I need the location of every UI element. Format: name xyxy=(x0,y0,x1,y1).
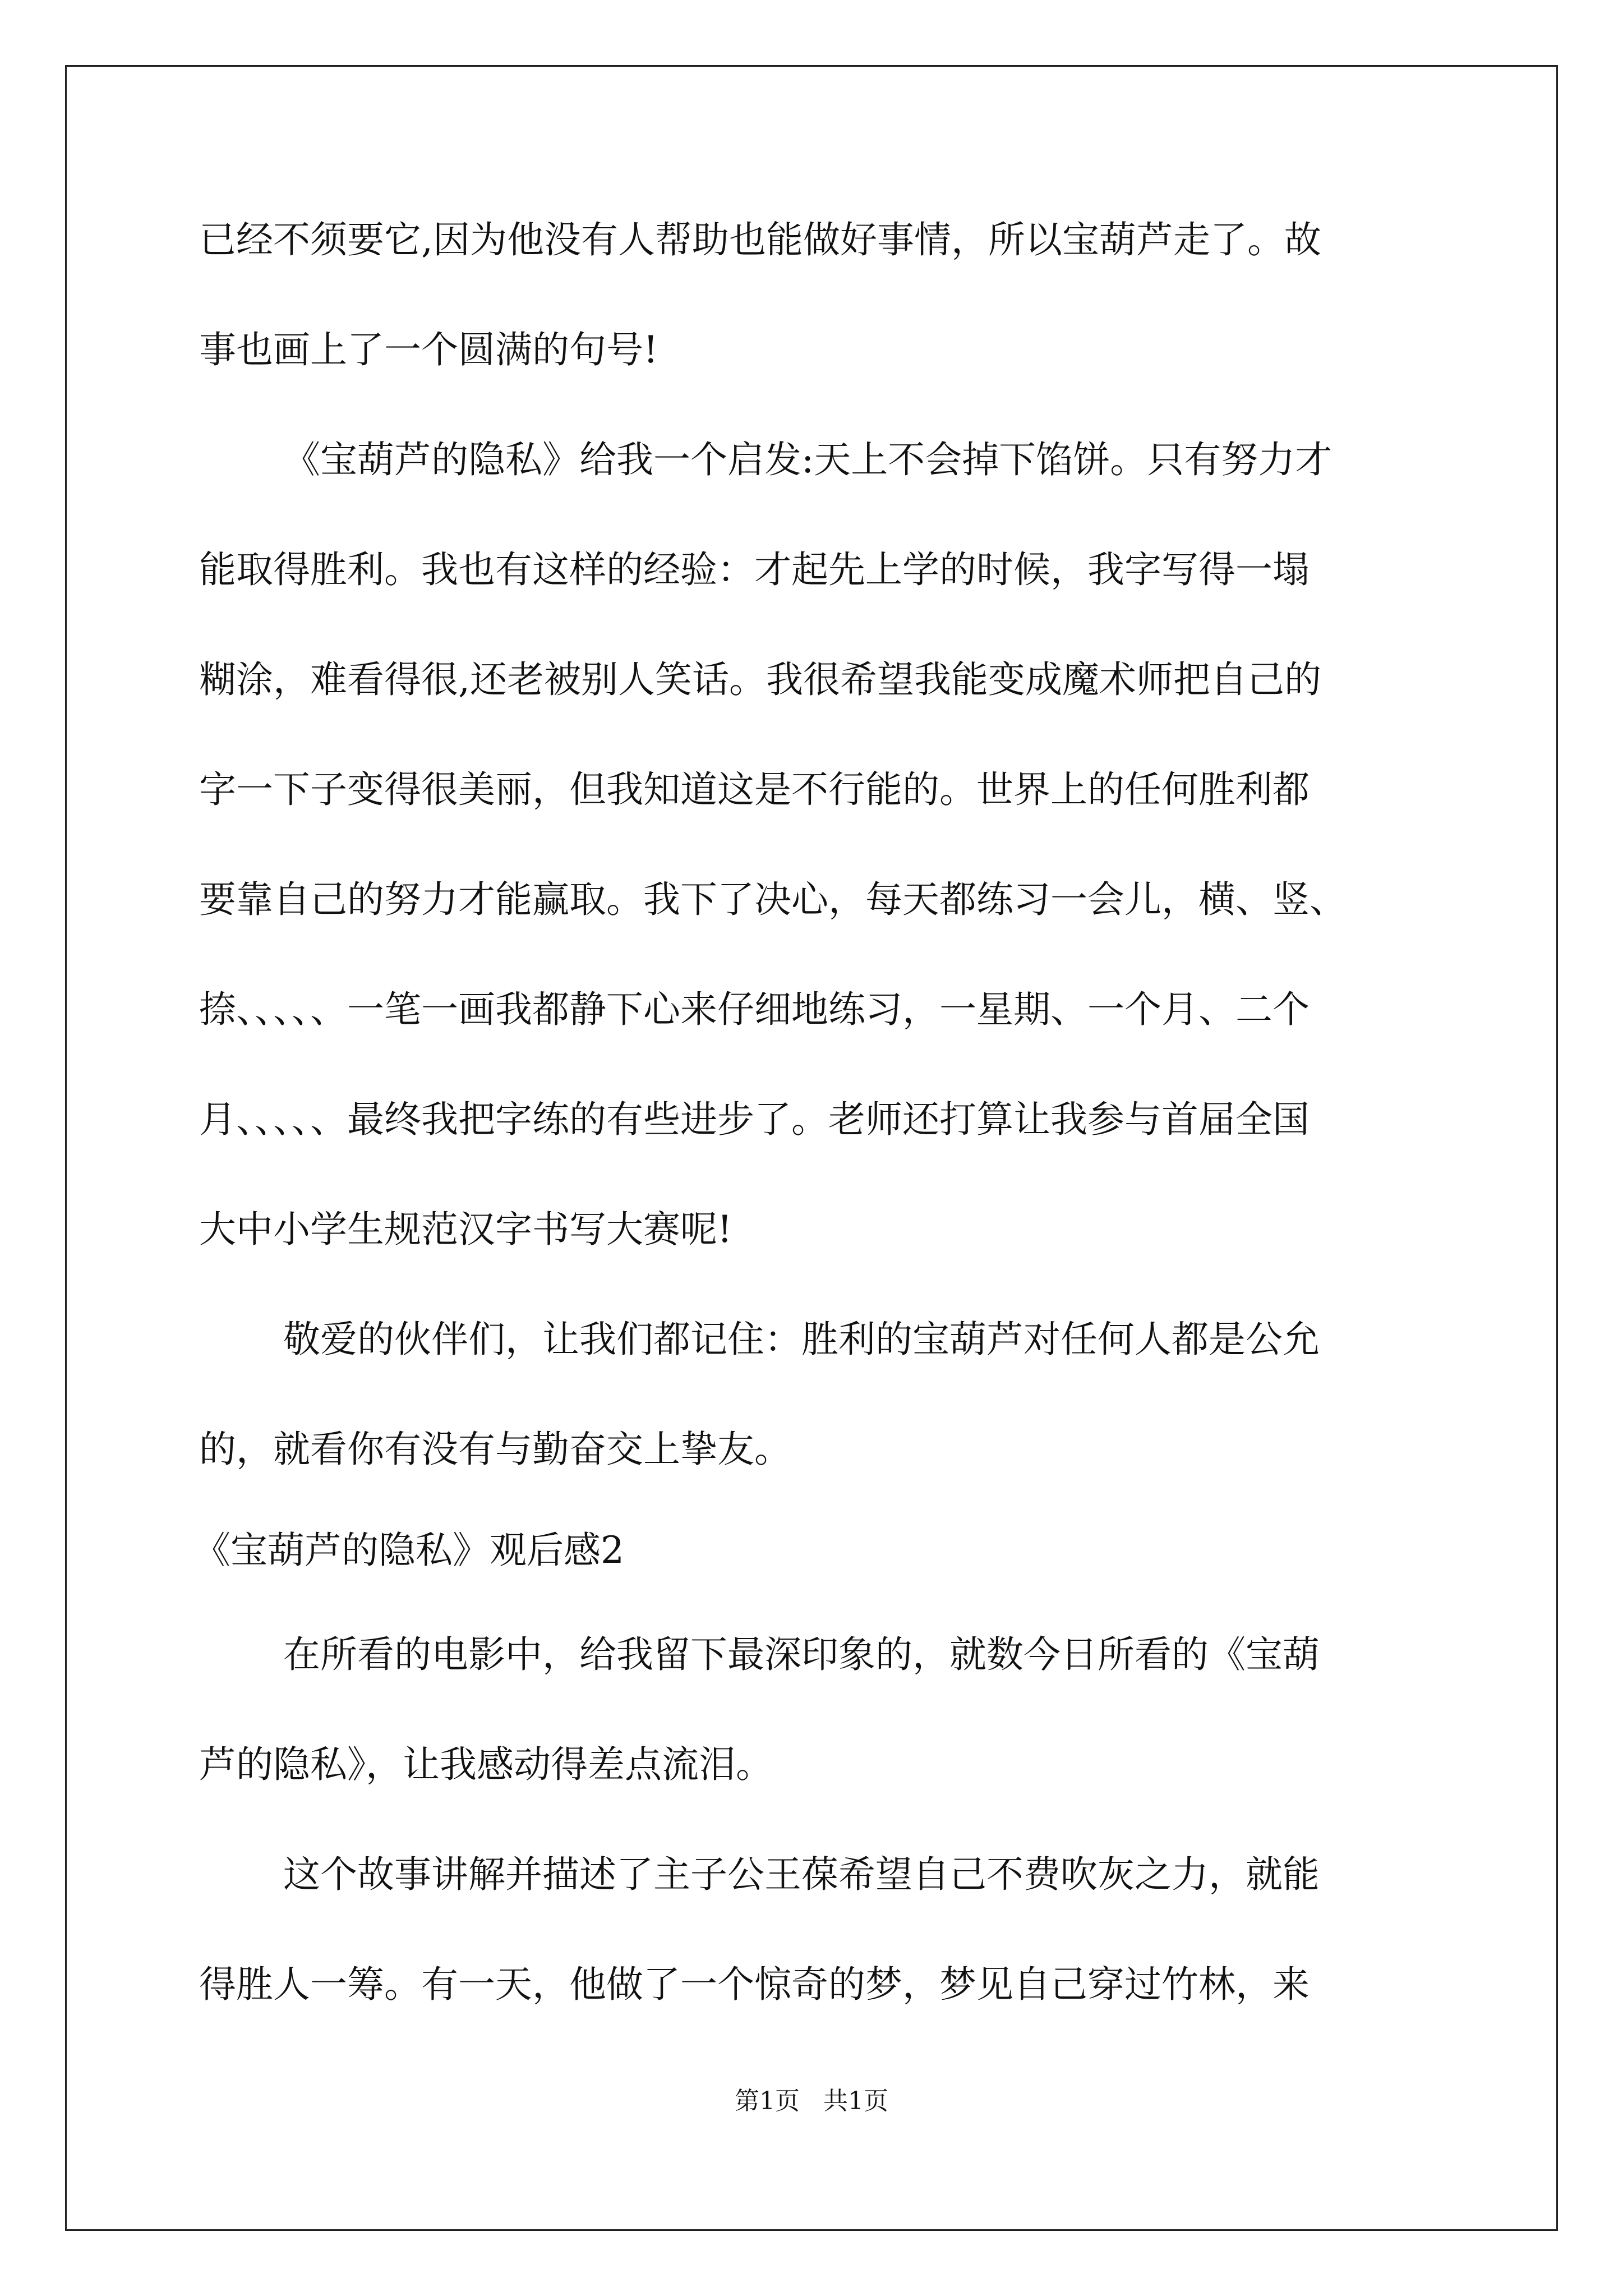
text-line-7: 要靠自己的努力才能赢取。我下了决心，每天都练习一会儿，横、竖、 xyxy=(199,878,1347,921)
text-line-10: 大中小学生规范汉字书写大赛呢! xyxy=(199,1208,732,1251)
text-line-4: 能取得胜利。我也有这样的经验：才起先上学的时候，我字写得一塌 xyxy=(199,548,1310,591)
text-line-8: 捺、、、、、一笔一画我都静下心来仔细地练习，一星期、一个月、二个 xyxy=(199,988,1310,1031)
text-line-1: 已经不须要它,因为他没有人帮助也能做好事情，所以宝葫芦走了。故 xyxy=(199,218,1321,261)
text-line-14: 在所看的电影中，给我留下最深印象的，就数今日所看的《宝葫 xyxy=(283,1633,1320,1676)
text-line-5: 糊涂，难看得很,还老被别人笑话。我很希望我能变成魔术师把自己的 xyxy=(199,658,1321,701)
text-line-9: 月、、、、、最终我把字练的有些进步了。老师还打算让我参与首届全国 xyxy=(199,1098,1310,1141)
text-line-6: 字一下子变得很美丽，但我知道这是不行能的。世界上的任何胜利都 xyxy=(199,768,1310,811)
section-heading: 《宝葫芦的隐私》观后感2 xyxy=(193,1529,624,1572)
text-line-16: 这个故事讲解并描述了主子公王葆希望自己不费吹灰之力，就能 xyxy=(283,1853,1320,1896)
text-line-17: 得胜人一筹。有一天，他做了一个惊奇的梦，梦见自己穿过竹林，来 xyxy=(199,1963,1310,2006)
text-line-2: 事也画上了一个圆满的句号! xyxy=(199,328,658,371)
text-line-11: 敬爱的伙伴们，让我们都记住：胜利的宝葫芦对任何人都是公允 xyxy=(283,1318,1320,1361)
page-border xyxy=(65,65,1558,2231)
page-footer: 第1页 共1页 xyxy=(735,2087,888,2115)
text-line-12: 的，就看你有没有与勤奋交上挚友。 xyxy=(199,1428,791,1471)
text-line-3: 《宝葫芦的隐私》给我一个启发:天上不会掉下馅饼。只有努力才 xyxy=(283,438,1332,481)
text-line-15: 芦的隐私》，让我感动得差点流泪。 xyxy=(199,1743,773,1786)
